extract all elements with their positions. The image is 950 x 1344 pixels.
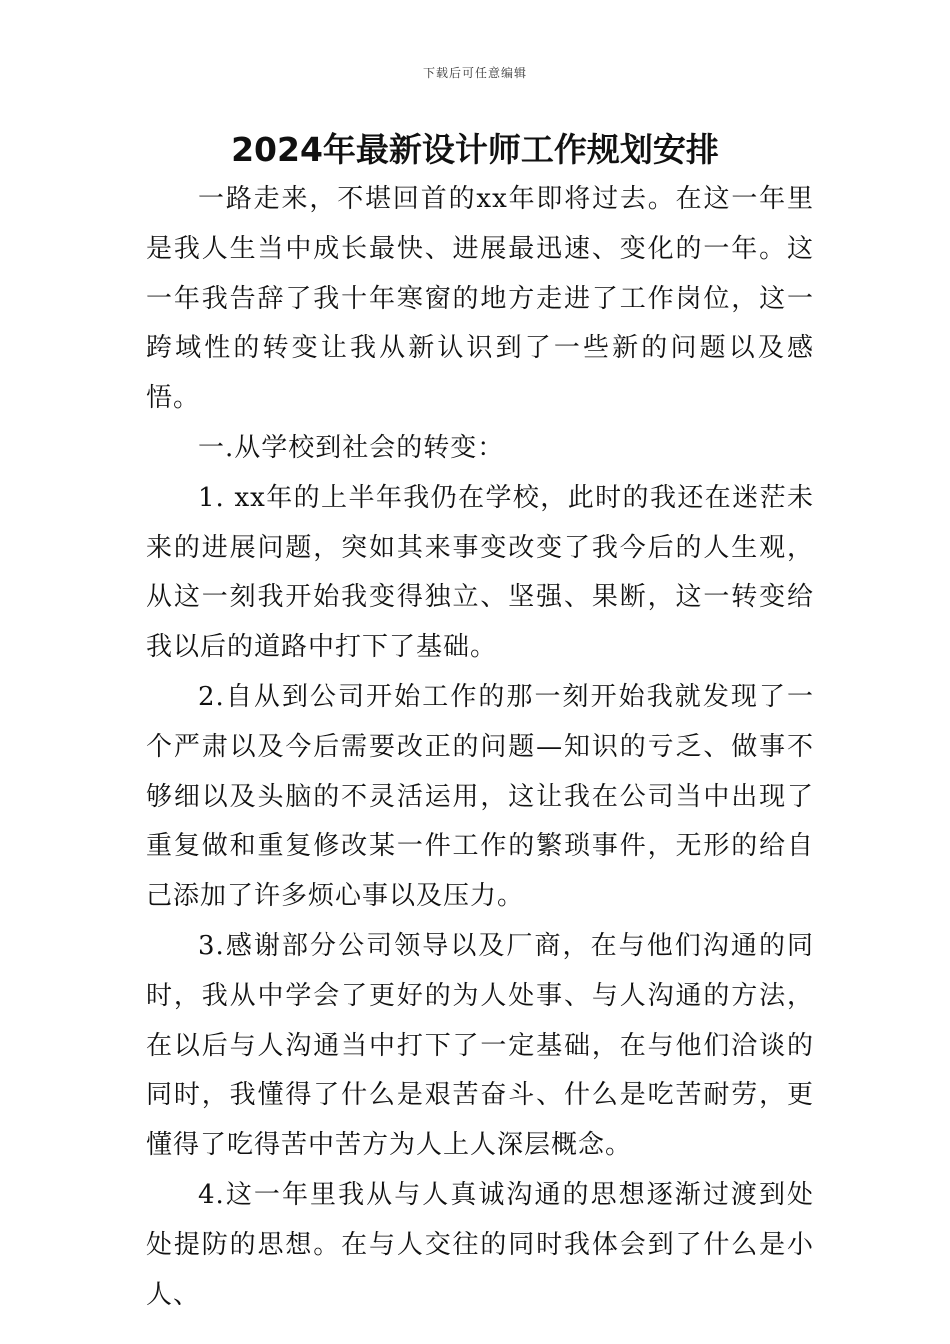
paragraph-item-2: 2.自从到公司开始工作的那一刻开始我就发现了一个严肃以及今后需要改正的问题—知识的亏乏、做事不够细以及头脑的不灵活运用，这让我在公司当中出现了重复做和重复修改某一件工作的繁琐事件，无形的给自己添加了许多烦心事以及压力。: [146, 681, 814, 912]
paragraph-item-3: 3.感谢部分公司领导以及厂商，在与他们沟通的同时，我从中学会了更好的为人处事、与人沟通的方法，在以后与人沟通当中打下了一定基础，在与他们洽谈的同时，我懂得了什么是艰苦奋斗、什么是吃苦耐劳，更懂得了吃得苦中苦方为人上人深层概念。: [146, 930, 814, 1161]
paragraph-item-1: 1. xx年的上半年我仍在学校，此时的我还在迷茫未来的进展问题，突如其来事变改变了我今后的人生观，从这一刻我开始我变得独立、坚强、果断，这一转变给我以后的道路中打下了基础。: [146, 482, 814, 663]
paragraph-item-4: 4.这一年里我从与人真诚沟通的思想逐渐过渡到处处提防的思想。在与人交往的同时我体会到了什么是小人、: [146, 1179, 814, 1310]
document-body: [146, 175, 814, 1320]
document-title: 2024年最新设计师工作规划安排: [231, 130, 719, 169]
paragraph-intro: 一路走来，不堪回首的xx年即将过去。在这一年里是我人生当中成长最快、进展最迅速、变化的一年。这一年我告辞了我十年寒窗的地方走进了工作岗位，这一跨域性的转变让我从新认识到了一些新的问题以及感悟。: [146, 184, 814, 414]
header-note: 下载后可任意编辑: [422, 66, 527, 80]
section-heading: 一.从学校到社会的转变：: [198, 432, 505, 463]
